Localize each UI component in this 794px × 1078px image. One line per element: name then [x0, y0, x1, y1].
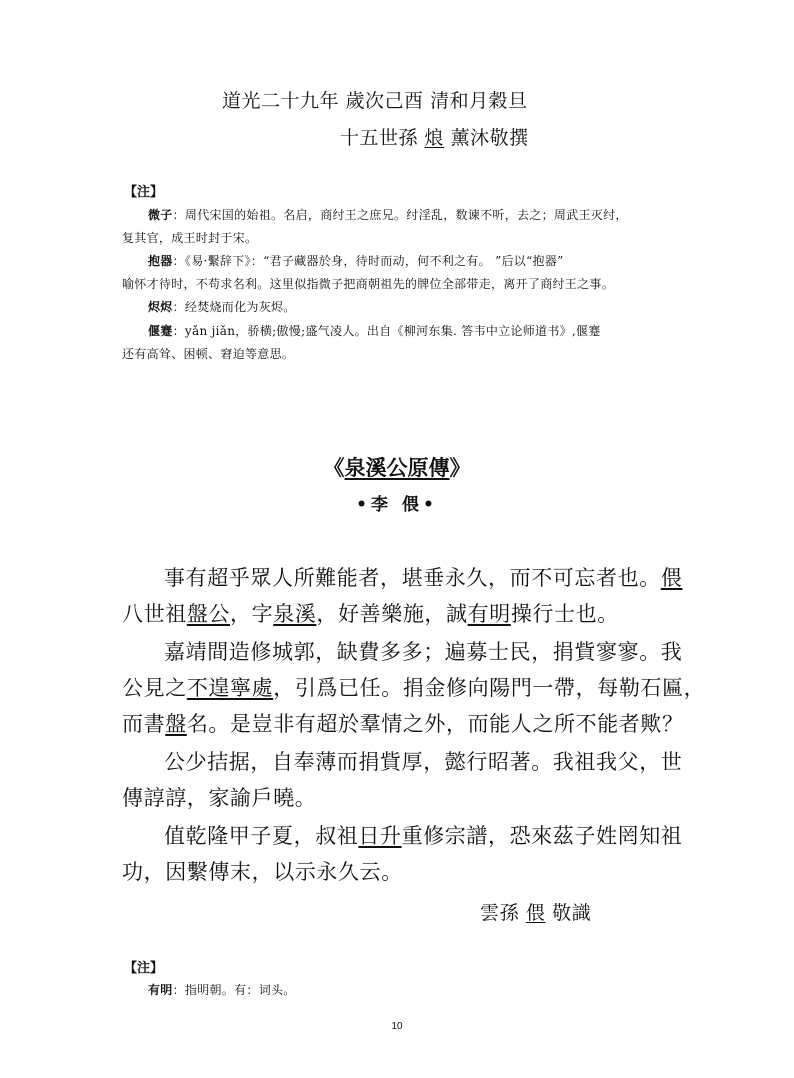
article-signature [480, 898, 591, 925]
para2-line2 [122, 672, 705, 702]
text: 名。是豈非有超於羣情之外，而能人之所不能者歟？ [186, 712, 684, 736]
note-weizi-cont: 复其官，成王时封于宋。 [122, 231, 258, 245]
note-baoqi-cont: 喻怀才待时，不苟求名利。这里似指微子把商朝祖先的牌位全部带走，离开了商纣王之事。 [122, 277, 615, 291]
para1-line2 [122, 598, 619, 628]
notes-heading: 【注】 [124, 185, 164, 200]
note-text: ：周代宋国的始祖。名启，商纣王之庶兄。纣淫乱，数谏不听，去之；周武王灭纣， [172, 208, 628, 222]
note-text: ：经焚烧而化为灰烬。 [172, 300, 296, 314]
name-underlined: 泉溪 [273, 602, 317, 626]
name-underlined: 偎 [660, 566, 683, 590]
text: 值乾隆甲子夏，叔祖 [164, 824, 359, 848]
sign-name: 偎 [525, 902, 546, 924]
text: ，好善樂施，誠 [316, 602, 468, 626]
note-yanjian-cont: 还有高耸、困顿、窘迫等意思。 [122, 347, 295, 361]
para3-line1: 公少拮据，自奉薄而捐貲厚，懿行昭著。我祖我父，世 [164, 750, 683, 774]
title-text: 泉溪公原傳 [344, 456, 450, 480]
note-weizi [148, 206, 628, 223]
text: 八世祖 [122, 602, 187, 626]
notes-heading-2: 【注】 [124, 961, 164, 976]
name-underlined: 盤 [165, 712, 187, 736]
para4-line1 [164, 820, 682, 850]
note-text: ：指明朝。有：词头。 [172, 983, 296, 997]
note-text: ：yǎn jiǎn，骄横;傲慢;盛气凌人。出自《柳河东集. 答韦中立论师道书》,偃蹇 [172, 324, 601, 338]
note-yanjian [148, 322, 601, 339]
term-underlined: 不遑寧處 [186, 676, 274, 700]
note-text: ：《易·繫辞下》：“君子藏器於身，待时而动，何不利之有。 ”后以“抱器” [172, 254, 564, 268]
text: 事有超乎眾人所難能者，堪垂永久，而不可忘者也。 [164, 566, 661, 590]
note-baoqi [148, 252, 564, 269]
text: 而書 [122, 712, 166, 736]
sign-prefix: 雲孫 [480, 902, 526, 924]
text: 公見之 [122, 676, 187, 700]
sign-suffix: 敬識 [545, 902, 592, 924]
note-term: 微子 [148, 208, 173, 222]
text: ，引爲已任。捐金修向陽門一帶，每勒石匾， [273, 676, 706, 700]
para2-line3 [122, 708, 684, 738]
para4-line2: 功，因繫傳末，以示永久云。 [122, 860, 403, 884]
note-term: 有明 [148, 983, 173, 997]
sign-prefix: 十五世孫 [340, 127, 425, 149]
name-underlined: 盤公 [186, 602, 231, 626]
author-signature [340, 123, 529, 150]
note-youming [148, 981, 296, 998]
note-term: 烬烬 [148, 300, 173, 314]
article-title [0, 452, 794, 482]
sign-suffix: 薰沐敬撰 [444, 127, 529, 149]
article-author: •李 偎• [356, 495, 438, 515]
page-number: 10 [391, 1021, 403, 1032]
name-underlined: 日升 [358, 824, 402, 848]
term-underlined: 有明 [467, 602, 511, 626]
para1-line1 [164, 562, 682, 592]
title-open-bracket: 《 [323, 456, 345, 480]
note-term: 抱器 [148, 254, 173, 268]
para3-line2: 傳諄諄，家諭戶曉。 [122, 786, 317, 810]
title-close-bracket: 》 [449, 456, 471, 480]
sign-name: 烺 [424, 127, 445, 149]
note-term: 偃蹇 [148, 324, 173, 338]
text: 操行士也。 [510, 602, 619, 626]
para2-line1: 嘉靖間造修城郭，缺費多多；遍募士民，捐貲寥寥。我 [164, 640, 683, 664]
text: 重修宗譜，恐來茲子姓罔知祖 [401, 824, 683, 848]
note-jinjin [148, 298, 296, 315]
dateline: 道光二十九年 歲次己酉 清和月穀旦 [222, 90, 528, 112]
text: ，字 [230, 602, 274, 626]
